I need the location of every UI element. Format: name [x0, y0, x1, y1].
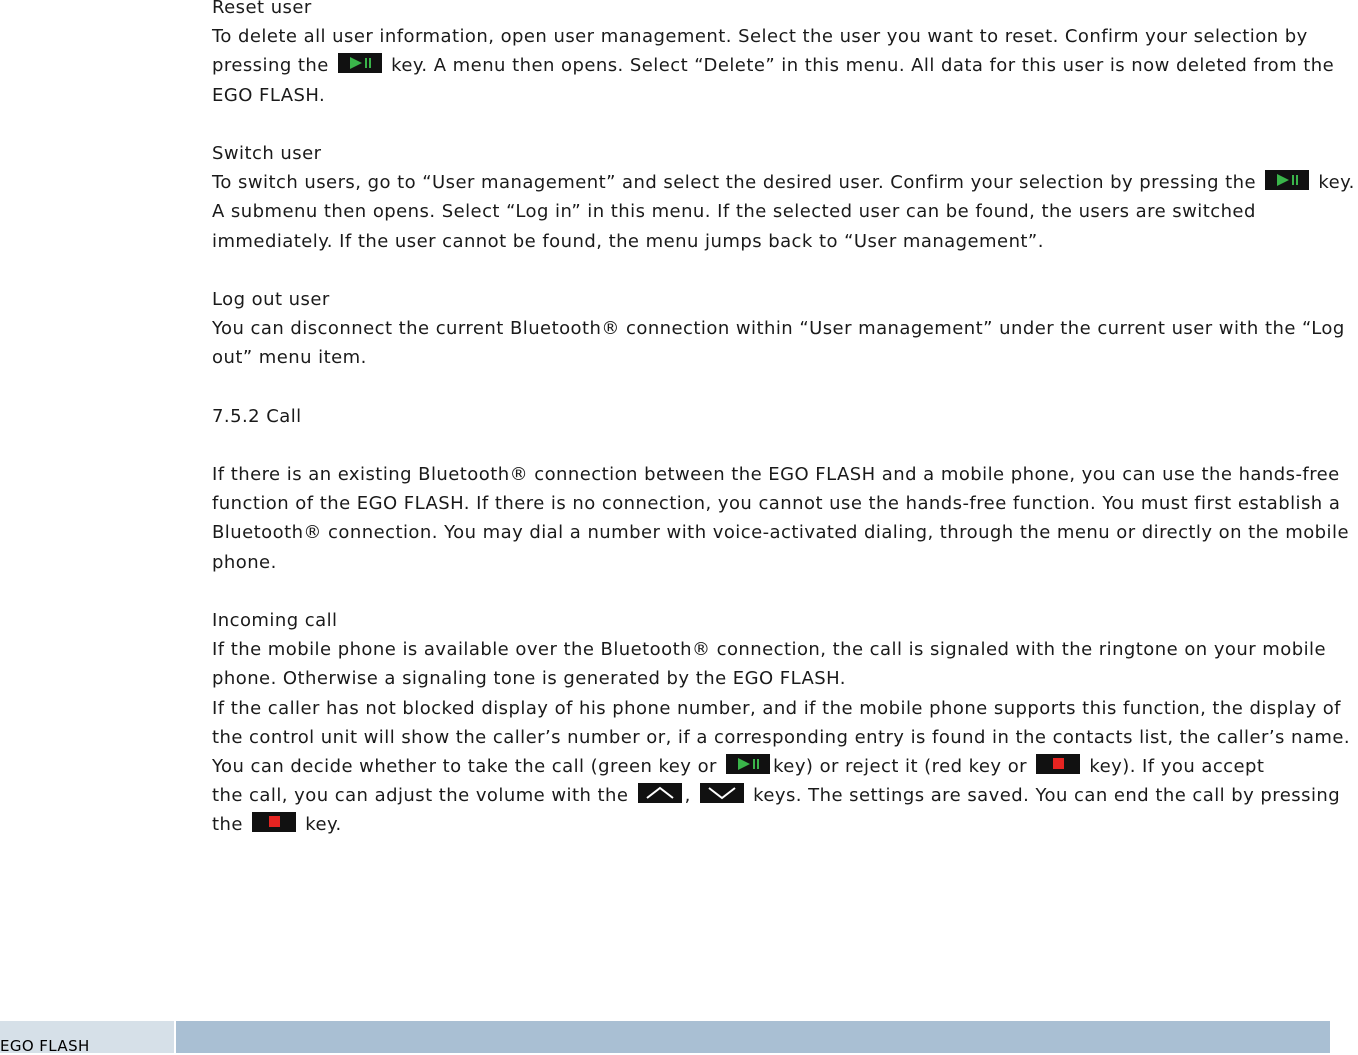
red-stop-key-icon — [252, 812, 296, 832]
incoming-call-text: If the mobile phone is available over the Bluetooth® connection, the call is signaled with the ringtone on your mobile — [212, 639, 1327, 661]
switch-user-text: A submenu then opens. Select “Log in” in this menu. If the selected user can be found, the users are switched — [212, 201, 1256, 223]
switch-user-heading: Switch user — [212, 142, 322, 164]
incoming-call-text — [212, 810, 1358, 839]
reset-user-text — [212, 51, 1358, 80]
text-segment: pressing the — [212, 55, 329, 77]
call-paragraph: function of the EGO FLASH. If there is no connection, you cannot use the hands-free function. You must first establish a — [212, 493, 1341, 515]
text-segment: the — [212, 814, 243, 836]
text-segment: key) or reject it (red key or — [773, 755, 1028, 777]
play-pause-key-icon — [338, 53, 382, 73]
section-heading: 7.5.2 Call — [212, 405, 302, 427]
incoming-call-heading: Incoming call — [212, 609, 338, 631]
footer-product-name: EGO FLASH — [0, 1037, 90, 1055]
text-segment: , — [684, 785, 691, 807]
reset-user-text: To delete all user information, open user management. Select the user you want to reset. Confirm your selection by — [212, 26, 1308, 48]
reset-user-text: EGO FLASH. — [212, 84, 326, 106]
text-segment: key. — [1318, 172, 1355, 194]
incoming-call-text: If the caller has not blocked display of his phone number, and if the mobile phone supports this function, the display of — [212, 697, 1341, 719]
call-paragraph: phone. — [212, 551, 277, 573]
call-paragraph: If there is an existing Bluetooth® connection between the EGO FLASH and a mobile phone, you can use the hands-free — [212, 464, 1340, 485]
logout-user-text: out” menu item. — [212, 347, 367, 369]
reset-user-heading: Reset user — [212, 0, 312, 18]
text-segment: key). If you accept — [1089, 755, 1265, 777]
incoming-call-text: phone. Otherwise a signaling tone is generated by the EGO FLASH. — [212, 668, 846, 690]
volume-up-key-icon — [638, 783, 682, 803]
text-segment: key. A menu then opens. Select “Delete” in this menu. All data for this user is now deleted from the — [391, 55, 1335, 77]
play-pause-key-icon — [1265, 170, 1309, 190]
volume-down-key-icon — [700, 783, 744, 803]
call-paragraph: Bluetooth® connection. You may dial a number with voice-activated dialing, through the menu or directly on the mobile — [212, 522, 1349, 544]
logout-user-text: You can disconnect the current Bluetooth® connection within “User management” under the current user with the “Log — [212, 318, 1345, 340]
manual-page-content — [212, 0, 1358, 839]
switch-user-text: immediately. If the user cannot be found, the menu jumps back to “User management”. — [212, 230, 1044, 252]
incoming-call-text — [212, 781, 1358, 810]
red-stop-key-icon — [1036, 754, 1080, 774]
logout-user-heading: Log out user — [212, 288, 330, 310]
incoming-call-text: the control unit will show the caller’s number or, if a corresponding entry is found in the contacts list, the caller’s name. — [212, 726, 1351, 748]
play-pause-key-icon — [726, 754, 770, 774]
text-segment: key. — [305, 814, 342, 836]
text-segment: keys. The settings are saved. You can end the call by pressing — [753, 785, 1341, 807]
incoming-call-text — [212, 752, 1358, 781]
text-segment: the call, you can adjust the volume with the — [212, 785, 629, 807]
text-segment: To switch users, go to “User management” and select the desired user. Confirm your selection by pressing the — [212, 172, 1257, 194]
switch-user-text — [212, 168, 1358, 197]
text-segment: You can decide whether to take the call (green key or — [212, 755, 717, 777]
footer-bar — [176, 1021, 1330, 1053]
